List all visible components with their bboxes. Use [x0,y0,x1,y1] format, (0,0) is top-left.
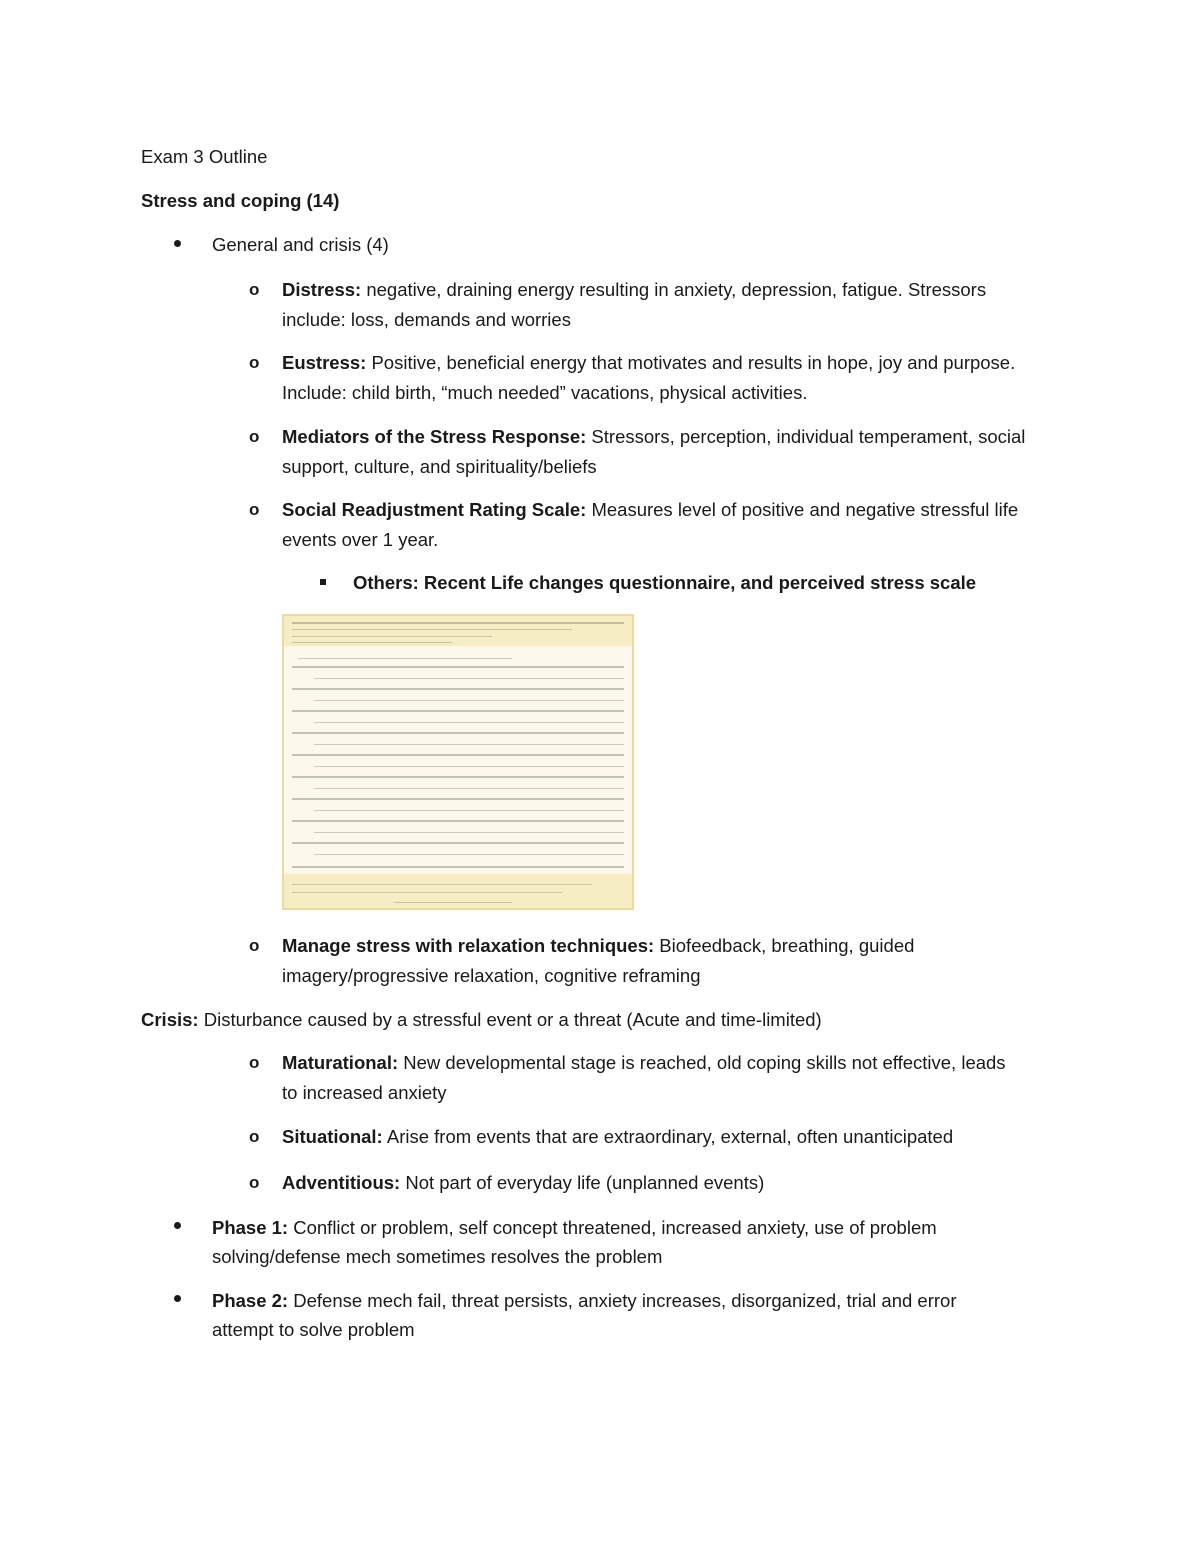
bullet-circle: o [249,1053,260,1072]
adventitious-text: Not part of everyday life (unplanned events) [400,1172,765,1193]
general-item: General and crisis (4) [212,234,389,255]
crisis-term: Crisis: [141,1009,199,1030]
maturational-text-2: to increased anxiety [282,1082,447,1103]
maturational-text-1: New developmental stage is reached, old coping skills not effective, leads [398,1052,1006,1073]
eustress-text-1: Positive, beneficial energy that motivates and results in hope, joy and purpose. [366,352,1016,373]
bullet-circle: o [249,936,260,955]
manage-text-2: imagery/progressive relaxation, cognitive reframing [282,965,701,986]
adventitious-term: Adventitious: [282,1172,401,1193]
others-item: Others: Recent Life changes questionnaire, and perceived stress scale [353,572,977,593]
section-heading: Stress and coping (14) [141,190,340,211]
phase2-term: Phase 2: [212,1290,289,1311]
manage-text-1: Biofeedback, breathing, guided [654,935,915,956]
manage-term: Manage stress with relaxation techniques: [282,935,655,956]
distress-text-2: include: loss, demands and worries [282,309,571,330]
situational-text: Arise from events that are extraordinary, external, often unanticipated [382,1126,954,1147]
crisis-definition [141,1005,822,1034]
distress-text-1: negative, draining energy resulting in anxiety, depression, fatigue. Stressors [361,279,987,300]
bullet-disc [174,1295,181,1302]
bullet-circle: o [249,353,260,372]
situational-term: Situational: [282,1126,383,1147]
bullet-disc [174,240,181,247]
bullet-circle: o [249,1173,260,1192]
bullet-circle: o [249,500,260,519]
srrs-text-2: events over 1 year. [282,529,439,550]
srrs-text-1: Measures level of positive and negative stressful life [586,499,1019,520]
bullet-circle: o [249,1127,260,1146]
crisis-text: Disturbance caused by a stressful event or a threat (Acute and time-limited) [198,1009,822,1030]
eustress-term: Eustress: [282,352,367,373]
phase1-text-1: Conflict or problem, self concept threatened, increased anxiety, use of problem [288,1217,937,1238]
phase2-text-1: Defense mech fail, threat persists, anxiety increases, disorganized, trial and error [288,1290,957,1311]
eustress-text-2: Include: child birth, “much needed” vacations, physical activities. [282,382,808,403]
stress-questionnaire-image [282,614,634,910]
phase1-term: Phase 1: [212,1217,289,1238]
document-title: Exam 3 Outline [141,146,268,167]
maturational-term: Maturational: [282,1052,399,1073]
srrs-term: Social Readjustment Rating Scale: [282,499,587,520]
mediators-term: Mediators of the Stress Response: [282,426,587,447]
phase2-text-2: attempt to solve problem [212,1319,415,1340]
phase1-text-2: solving/defense mech sometimes resolves the problem [212,1246,663,1267]
bullet-square [320,579,326,585]
situational-item [282,1122,953,1151]
distress-term: Distress: [282,279,362,300]
bullet-circle: o [249,427,260,446]
mediators-text-2: support, culture, and spirituality/beliefs [282,456,597,477]
bullet-disc [174,1222,181,1229]
adventitious-item [282,1168,764,1197]
mediators-text-1: Stressors, perception, individual temperament, social [586,426,1026,447]
bullet-circle: o [249,280,260,299]
